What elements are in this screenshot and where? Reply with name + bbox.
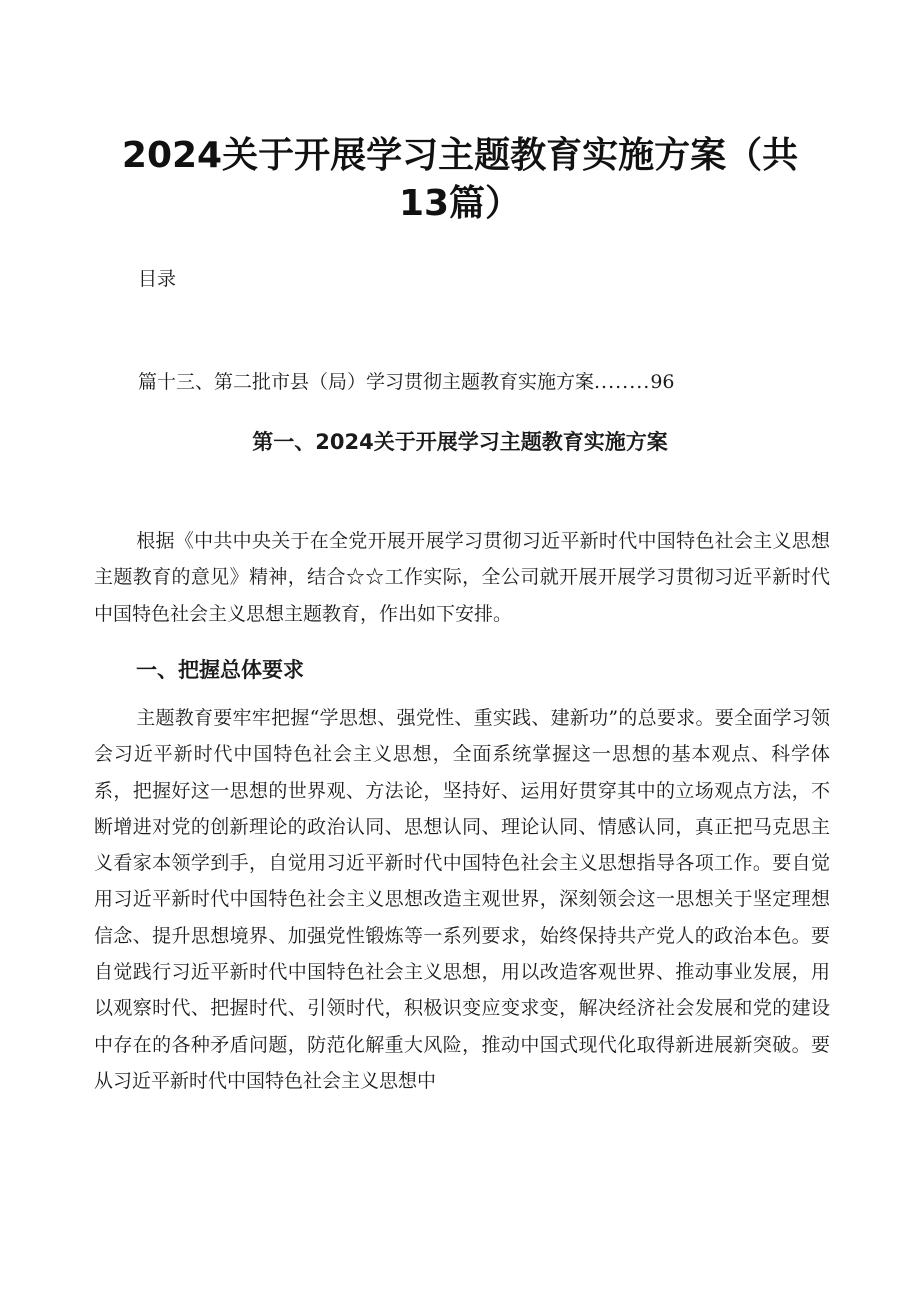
toc-label: 目录 bbox=[138, 268, 177, 290]
toc-entry[interactable] bbox=[138, 368, 675, 396]
document-title: 2024关于开展学习主题教育实施方案（共13篇） bbox=[121, 135, 799, 224]
toc-entry-leader: ........ bbox=[594, 371, 651, 393]
paragraph-text: 根据《中共中央关于在全党开展开展学习贯彻习近平新时代中国特色社会主义思想主题教育的意见》精神，结合☆☆工作实际，全公司就开展开展学习贯彻习近平新时代中国特色社会主义思想主题教育，作出如下安排。 bbox=[94, 530, 830, 625]
body-paragraph bbox=[94, 523, 830, 632]
paragraph-text: 主题教育要牢牢把握“学思想、强党性、重实践、建新功”的总要求。要全面学习领会习近平新时代中国特色社会主义思想，全面系统掌握这一思想的基本观点、科学体系，把握好这一思想的世界观、方法论，坚持好、运用好贯穿其中的立场观点方法，不断增进对党的创新理论的政治认同、思想认同、理论认同、情感认同，真正把马克思主义看家本领学到手，自觉用习近平新时代中国特色社会主义思想指导各项工作。要自觉用习近平新时代中国特色社会主义思想改造主观世界，深刻领会这一思想关于坚定理想信念、提升思想境界、加强党性锻炼等一系列要求，始终保持共产党人的政治本色。要自觉践行习近平新时代中国特色社会主义思想，用以改造客观世界、推动事业发展，用以观察时代、把握时代、引领时代，积极识变应变求变，解决经济社会发展和党的建设中存在的各种矛盾问题，防范化解重大风险，推动中国式现代化取得新进展新突破。要从习近平新时代中国特色社会主义思想中 bbox=[94, 707, 830, 1092]
toc-entry-page: 96 bbox=[650, 371, 675, 393]
section-title: 第一、2024关于开展学习主题教育实施方案 bbox=[252, 430, 668, 454]
section-heading: 一、把握总体要求 bbox=[136, 658, 304, 682]
body-paragraph bbox=[94, 700, 830, 1099]
toc-entry-label: 篇十三、第二批市县（局）学习贯彻主题教育实施方案 bbox=[138, 371, 595, 393]
